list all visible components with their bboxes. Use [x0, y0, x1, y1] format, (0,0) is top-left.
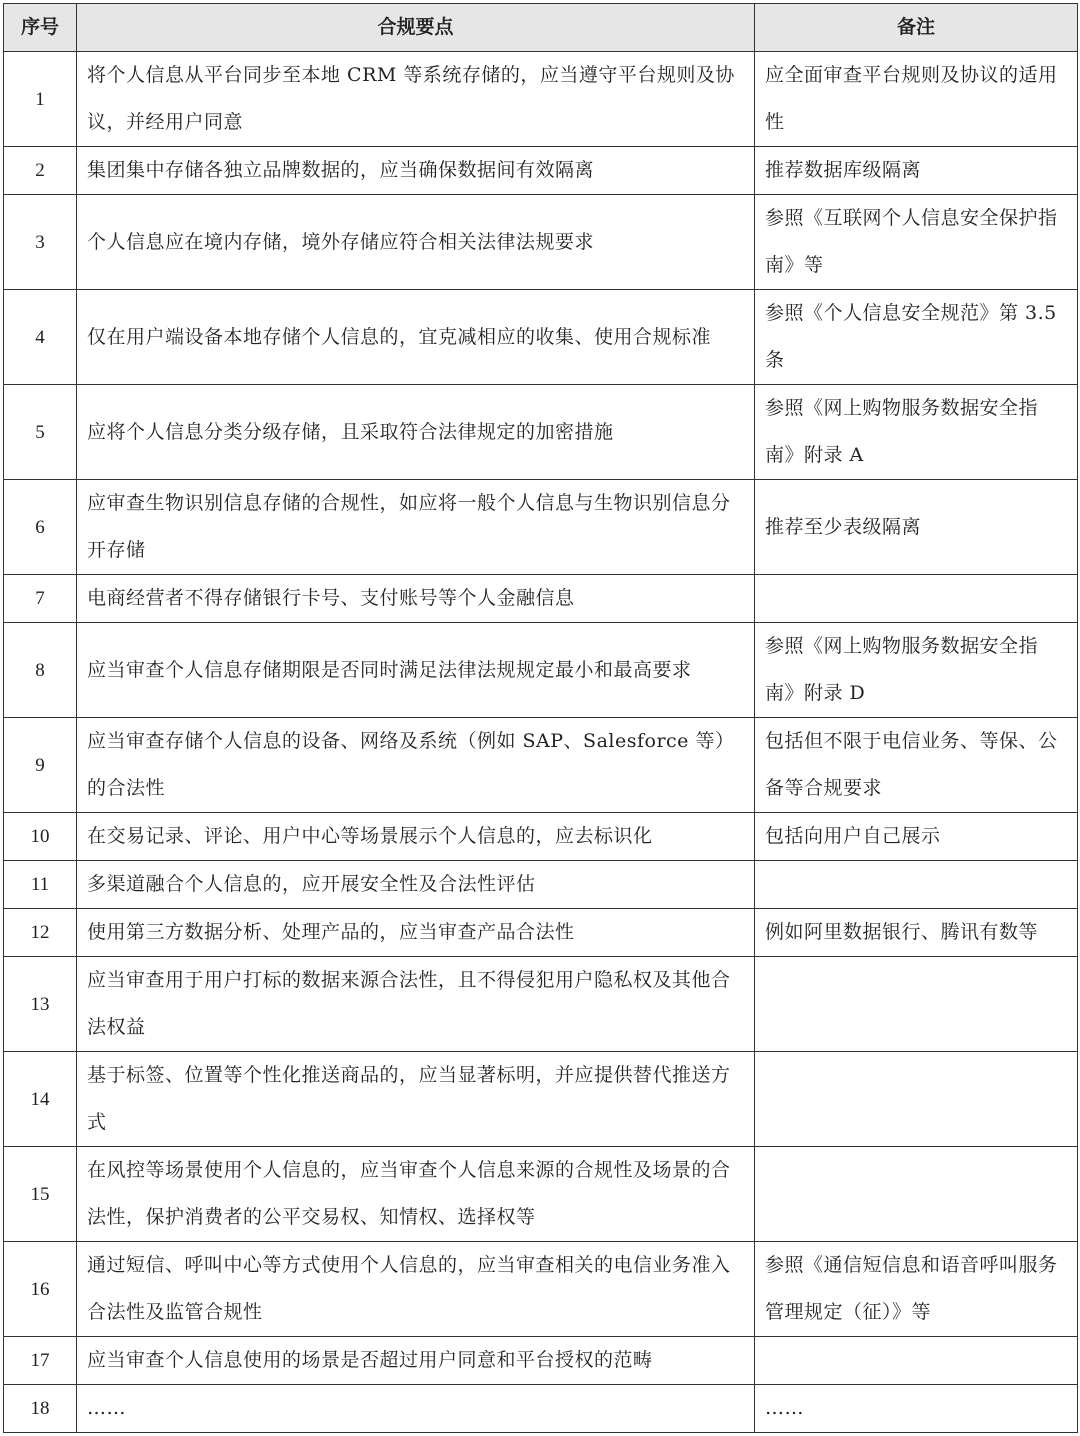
table-row: [4, 623, 1078, 718]
row-number: 10: [4, 813, 77, 861]
table-row: [4, 385, 1078, 480]
table-header-row: [4, 4, 1078, 52]
row-remark: [755, 1052, 1078, 1147]
table-row: [4, 1242, 1078, 1337]
row-number: 7: [4, 575, 77, 623]
row-remark: [755, 575, 1078, 623]
compliance-table: [3, 3, 1078, 1433]
row-compliance-point: 通过短信、呼叫中心等方式使用个人信息的，应当审查相关的电信业务准入合法性及监管合规性: [77, 1242, 755, 1337]
table-row: [4, 1052, 1078, 1147]
table-row: [4, 52, 1078, 147]
row-compliance-point: 在交易记录、评论、用户中心等场景展示个人信息的，应去标识化: [77, 813, 755, 861]
row-remark: [755, 1147, 1078, 1242]
table-row: [4, 195, 1078, 290]
row-compliance-point: 应当审查存储个人信息的设备、网络及系统（例如 SAP、Salesforce 等）的合法性: [77, 718, 755, 813]
table-row: [4, 957, 1078, 1052]
row-remark: 应全面审查平台规则及协议的适用性: [755, 52, 1078, 147]
table-row: [4, 813, 1078, 861]
row-remark: 例如阿里数据银行、腾讯有数等: [755, 909, 1078, 957]
row-compliance-point: 应审查生物识别信息存储的合规性，如应将一般个人信息与生物识别信息分开存储: [77, 480, 755, 575]
table-row: [4, 147, 1078, 195]
row-compliance-point: 仅在用户端设备本地存储个人信息的，宜克减相应的收集、使用合规标准: [77, 290, 755, 385]
row-number: 13: [4, 957, 77, 1052]
table-row: [4, 1385, 1078, 1433]
row-remark: ……: [755, 1385, 1078, 1433]
row-compliance-point: 个人信息应在境内存储，境外存储应符合相关法律法规要求: [77, 195, 755, 290]
table-row: [4, 290, 1078, 385]
header-remark: 备注: [755, 4, 1078, 52]
row-number: 17: [4, 1337, 77, 1385]
row-number: 18: [4, 1385, 77, 1433]
table-row: [4, 575, 1078, 623]
table-row: [4, 718, 1078, 813]
row-remark: 参照《网上购物服务数据安全指南》附录 D: [755, 623, 1078, 718]
row-remark: [755, 861, 1078, 909]
table-row: [4, 909, 1078, 957]
row-remark: 参照《个人信息安全规范》第 3.5 条: [755, 290, 1078, 385]
row-compliance-point: 电商经营者不得存储银行卡号、支付账号等个人金融信息: [77, 575, 755, 623]
row-compliance-point: 基于标签、位置等个性化推送商品的，应当显著标明，并应提供替代推送方式: [77, 1052, 755, 1147]
row-compliance-point: 将个人信息从平台同步至本地 CRM 等系统存储的，应当遵守平台规则及协议，并经用户同意: [77, 52, 755, 147]
row-number: 9: [4, 718, 77, 813]
row-remark: [755, 1337, 1078, 1385]
row-compliance-point: ……: [77, 1385, 755, 1433]
row-compliance-point: 在风控等场景使用个人信息的，应当审查个人信息来源的合规性及场景的合法性，保护消费者的公平交易权、知情权、选择权等: [77, 1147, 755, 1242]
row-compliance-point: 集团集中存储各独立品牌数据的，应当确保数据间有效隔离: [77, 147, 755, 195]
row-number: 3: [4, 195, 77, 290]
row-number: 14: [4, 1052, 77, 1147]
table-row: [4, 480, 1078, 575]
row-number: 12: [4, 909, 77, 957]
row-compliance-point: 应将个人信息分类分级存储，且采取符合法律规定的加密措施: [77, 385, 755, 480]
row-number: 5: [4, 385, 77, 480]
table-row: [4, 861, 1078, 909]
row-compliance-point: 多渠道融合个人信息的，应开展安全性及合法性评估: [77, 861, 755, 909]
row-number: 16: [4, 1242, 77, 1337]
row-remark: 参照《通信短信息和语音呼叫服务管理规定（征）》等: [755, 1242, 1078, 1337]
row-compliance-point: 应当审查用于用户打标的数据来源合法性，且不得侵犯用户隐私权及其他合法权益: [77, 957, 755, 1052]
table-row: [4, 1147, 1078, 1242]
row-remark: 包括向用户自己展示: [755, 813, 1078, 861]
row-number: 6: [4, 480, 77, 575]
row-number: 1: [4, 52, 77, 147]
row-number: 8: [4, 623, 77, 718]
header-number: 序号: [4, 4, 77, 52]
row-remark: 推荐至少表级隔离: [755, 480, 1078, 575]
row-compliance-point: 应当审查个人信息使用的场景是否超过用户同意和平台授权的范畴: [77, 1337, 755, 1385]
row-remark: 推荐数据库级隔离: [755, 147, 1078, 195]
row-remark: 参照《网上购物服务数据安全指南》附录 A: [755, 385, 1078, 480]
row-number: 15: [4, 1147, 77, 1242]
row-remark: 包括但不限于电信业务、等保、公备等合规要求: [755, 718, 1078, 813]
row-number: 11: [4, 861, 77, 909]
row-compliance-point: 使用第三方数据分析、处理产品的，应当审查产品合法性: [77, 909, 755, 957]
row-remark: [755, 957, 1078, 1052]
row-remark: 参照《互联网个人信息安全保护指南》等: [755, 195, 1078, 290]
row-compliance-point: 应当审查个人信息存储期限是否同时满足法律法规规定最小和最高要求: [77, 623, 755, 718]
row-number: 4: [4, 290, 77, 385]
header-compliance-point: 合规要点: [77, 4, 755, 52]
table-row: [4, 1337, 1078, 1385]
row-number: 2: [4, 147, 77, 195]
compliance-table-container: [3, 3, 1077, 1433]
